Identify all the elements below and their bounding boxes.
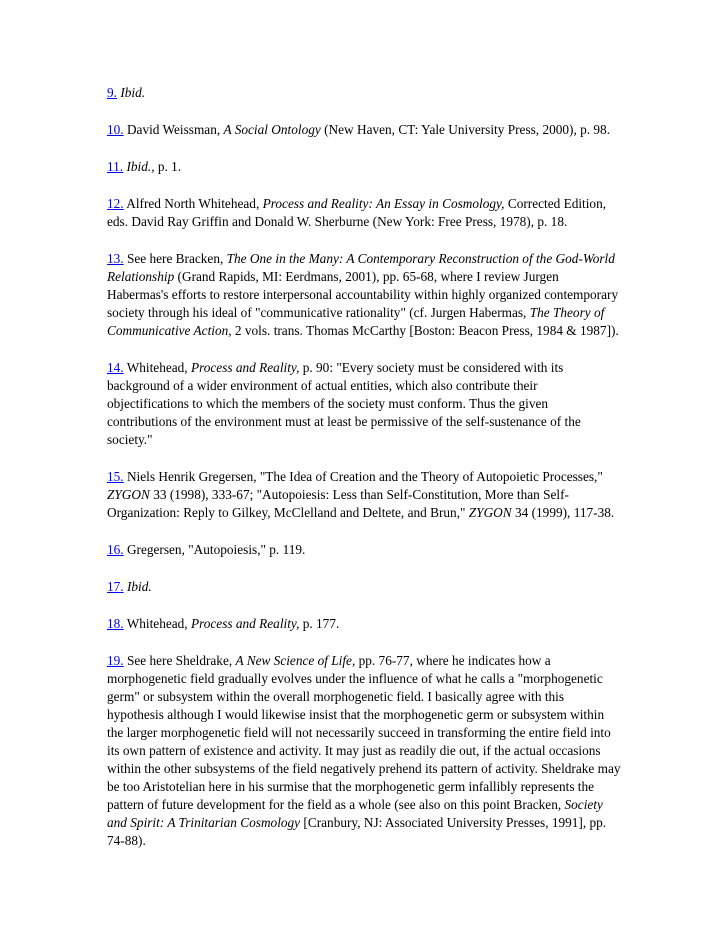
endnote-number-link[interactable]: 10.: [107, 122, 124, 137]
endnote-text: (New Haven, CT: Yale University Press, 2000), p. 98.: [320, 122, 611, 137]
endnote-text: (Grand Rapids, MI: Eerdmans, 2001), pp. 65-68, where I review Jurgen Habermas's efforts to restore interpersonal accountability within highly organized contemporary society through his ideal of "communicative rationality" (cf. Jurgen Habermas,: [107, 269, 619, 320]
endnote-text: Gregersen, "Autopoiesis," p. 119.: [123, 542, 306, 557]
endnote-text: p. 177.: [299, 616, 340, 631]
endnote-text: Alfred North Whitehead,: [123, 196, 263, 211]
endnote-number-link[interactable]: 19.: [107, 653, 124, 668]
endnote-text: 34 (1999), 117-38.: [511, 505, 615, 520]
endnote-text: 2 vols. trans. Thomas McCarthy [Boston: Beacon Press, 1984 & 1987]).: [231, 323, 619, 338]
endnote-number-link[interactable]: 18.: [107, 616, 124, 631]
endnote: [107, 652, 621, 850]
endnote: [107, 541, 621, 559]
endnote-italic-text: ZYGON: [107, 487, 150, 502]
endnote-text: See here Bracken,: [123, 251, 227, 266]
endnote-text: Whitehead,: [123, 360, 191, 375]
endnotes-list: [107, 84, 621, 850]
endnotes-page: [107, 84, 621, 869]
endnote-number-link[interactable]: 14.: [107, 360, 124, 375]
endnote-text: p. 1.: [154, 159, 182, 174]
endnote-text: p. 90: "Every society must be considered with its background of a wider environment of actual entities, which also contribute their objectifications to which the members of the society must conform. Thus the given contributions of the environment must at least be permissive of the self-sustenance of the society.": [107, 360, 581, 447]
endnote-text: David Weissman,: [123, 122, 224, 137]
endnote-text: 33 (1998), 333-67; "Autopoiesis: Less than Self-Constitution, More than Self-Organization: Reply to Gilkey, McClelland and Deltete, and Brun,": [107, 487, 569, 520]
endnote-number-link[interactable]: 17.: [107, 579, 124, 594]
endnote-italic-text: The Theory of Communicative Action,: [107, 305, 605, 338]
endnote-italic-text: Process and Reality,: [190, 360, 300, 375]
endnote: [107, 121, 621, 139]
endnote-number-link[interactable]: 13.: [107, 251, 124, 266]
endnote: [107, 578, 621, 596]
endnote: [107, 359, 621, 449]
endnote-italic-text: Process and Reality: An Essay in Cosmology,: [262, 196, 505, 211]
endnote-italic-text: Ibid.: [126, 579, 152, 594]
endnote-text: See here Sheldrake,: [123, 653, 236, 668]
endnote: [107, 615, 621, 633]
endnote-number-link[interactable]: 12.: [107, 196, 124, 211]
endnote-text: [Cranbury, NJ: Associated University Presses, 1991], pp. 74-88).: [107, 815, 607, 848]
endnote-italic-text: The One in the Many: A Contemporary Reconstruction of the God-World Relationship: [107, 251, 615, 284]
endnote-text: Niels Henrik Gregersen, "The Idea of Creation and the Theory of Autopoietic Processes,": [123, 469, 603, 484]
endnote-number-link[interactable]: 11.: [107, 159, 124, 174]
endnote-italic-text: Process and Reality,: [190, 616, 300, 631]
endnote-italic-text: Ibid.: [120, 85, 146, 100]
endnote: [107, 468, 621, 522]
endnote: [107, 84, 621, 102]
endnote-text: pp. 76-77, where he indicates how a morphogenetic field gradually evolves under the influence of what he calls a "morphogenetic germ" or subsystem within the overall morphogenetic field. I basically agree with this hypothesis although I would likewise insist that the morphogenetic germ or subsystem within the larger morphogenetic field will not necessarily succeed in transforming the entire field into its own pattern of existence and activity. It may just as readily die out, if the actual occasions within the other subsystems of the field negatively prehend its pattern of activity. Sheldrake may be too Aristotelian here in his surmise that the morphogenetic germ infallibly represents the pattern of future development for the field as a whole (see also on this point Bracken,: [107, 653, 621, 812]
endnote-italic-text: Ibid.,: [126, 159, 155, 174]
endnote-text: Whitehead,: [123, 616, 191, 631]
endnote: [107, 158, 621, 176]
endnote-italic-text: Society and Spirit: A Trinitarian Cosmology: [107, 797, 603, 830]
endnote-text: Corrected Edition, eds. David Ray Griffin and Donald W. Sherburne (New York: Free Press, 1978), p. 18.: [107, 196, 607, 229]
endnote-italic-text: A New Science of Life,: [235, 653, 356, 668]
endnote: [107, 195, 621, 231]
endnote-number-link[interactable]: 9.: [107, 85, 117, 100]
endnote-number-link[interactable]: 16.: [107, 542, 124, 557]
endnote: [107, 250, 621, 340]
endnote-italic-text: ZYGON: [468, 505, 512, 520]
endnote-italic-text: A Social Ontology: [223, 122, 321, 137]
endnote-number-link[interactable]: 15.: [107, 469, 124, 484]
